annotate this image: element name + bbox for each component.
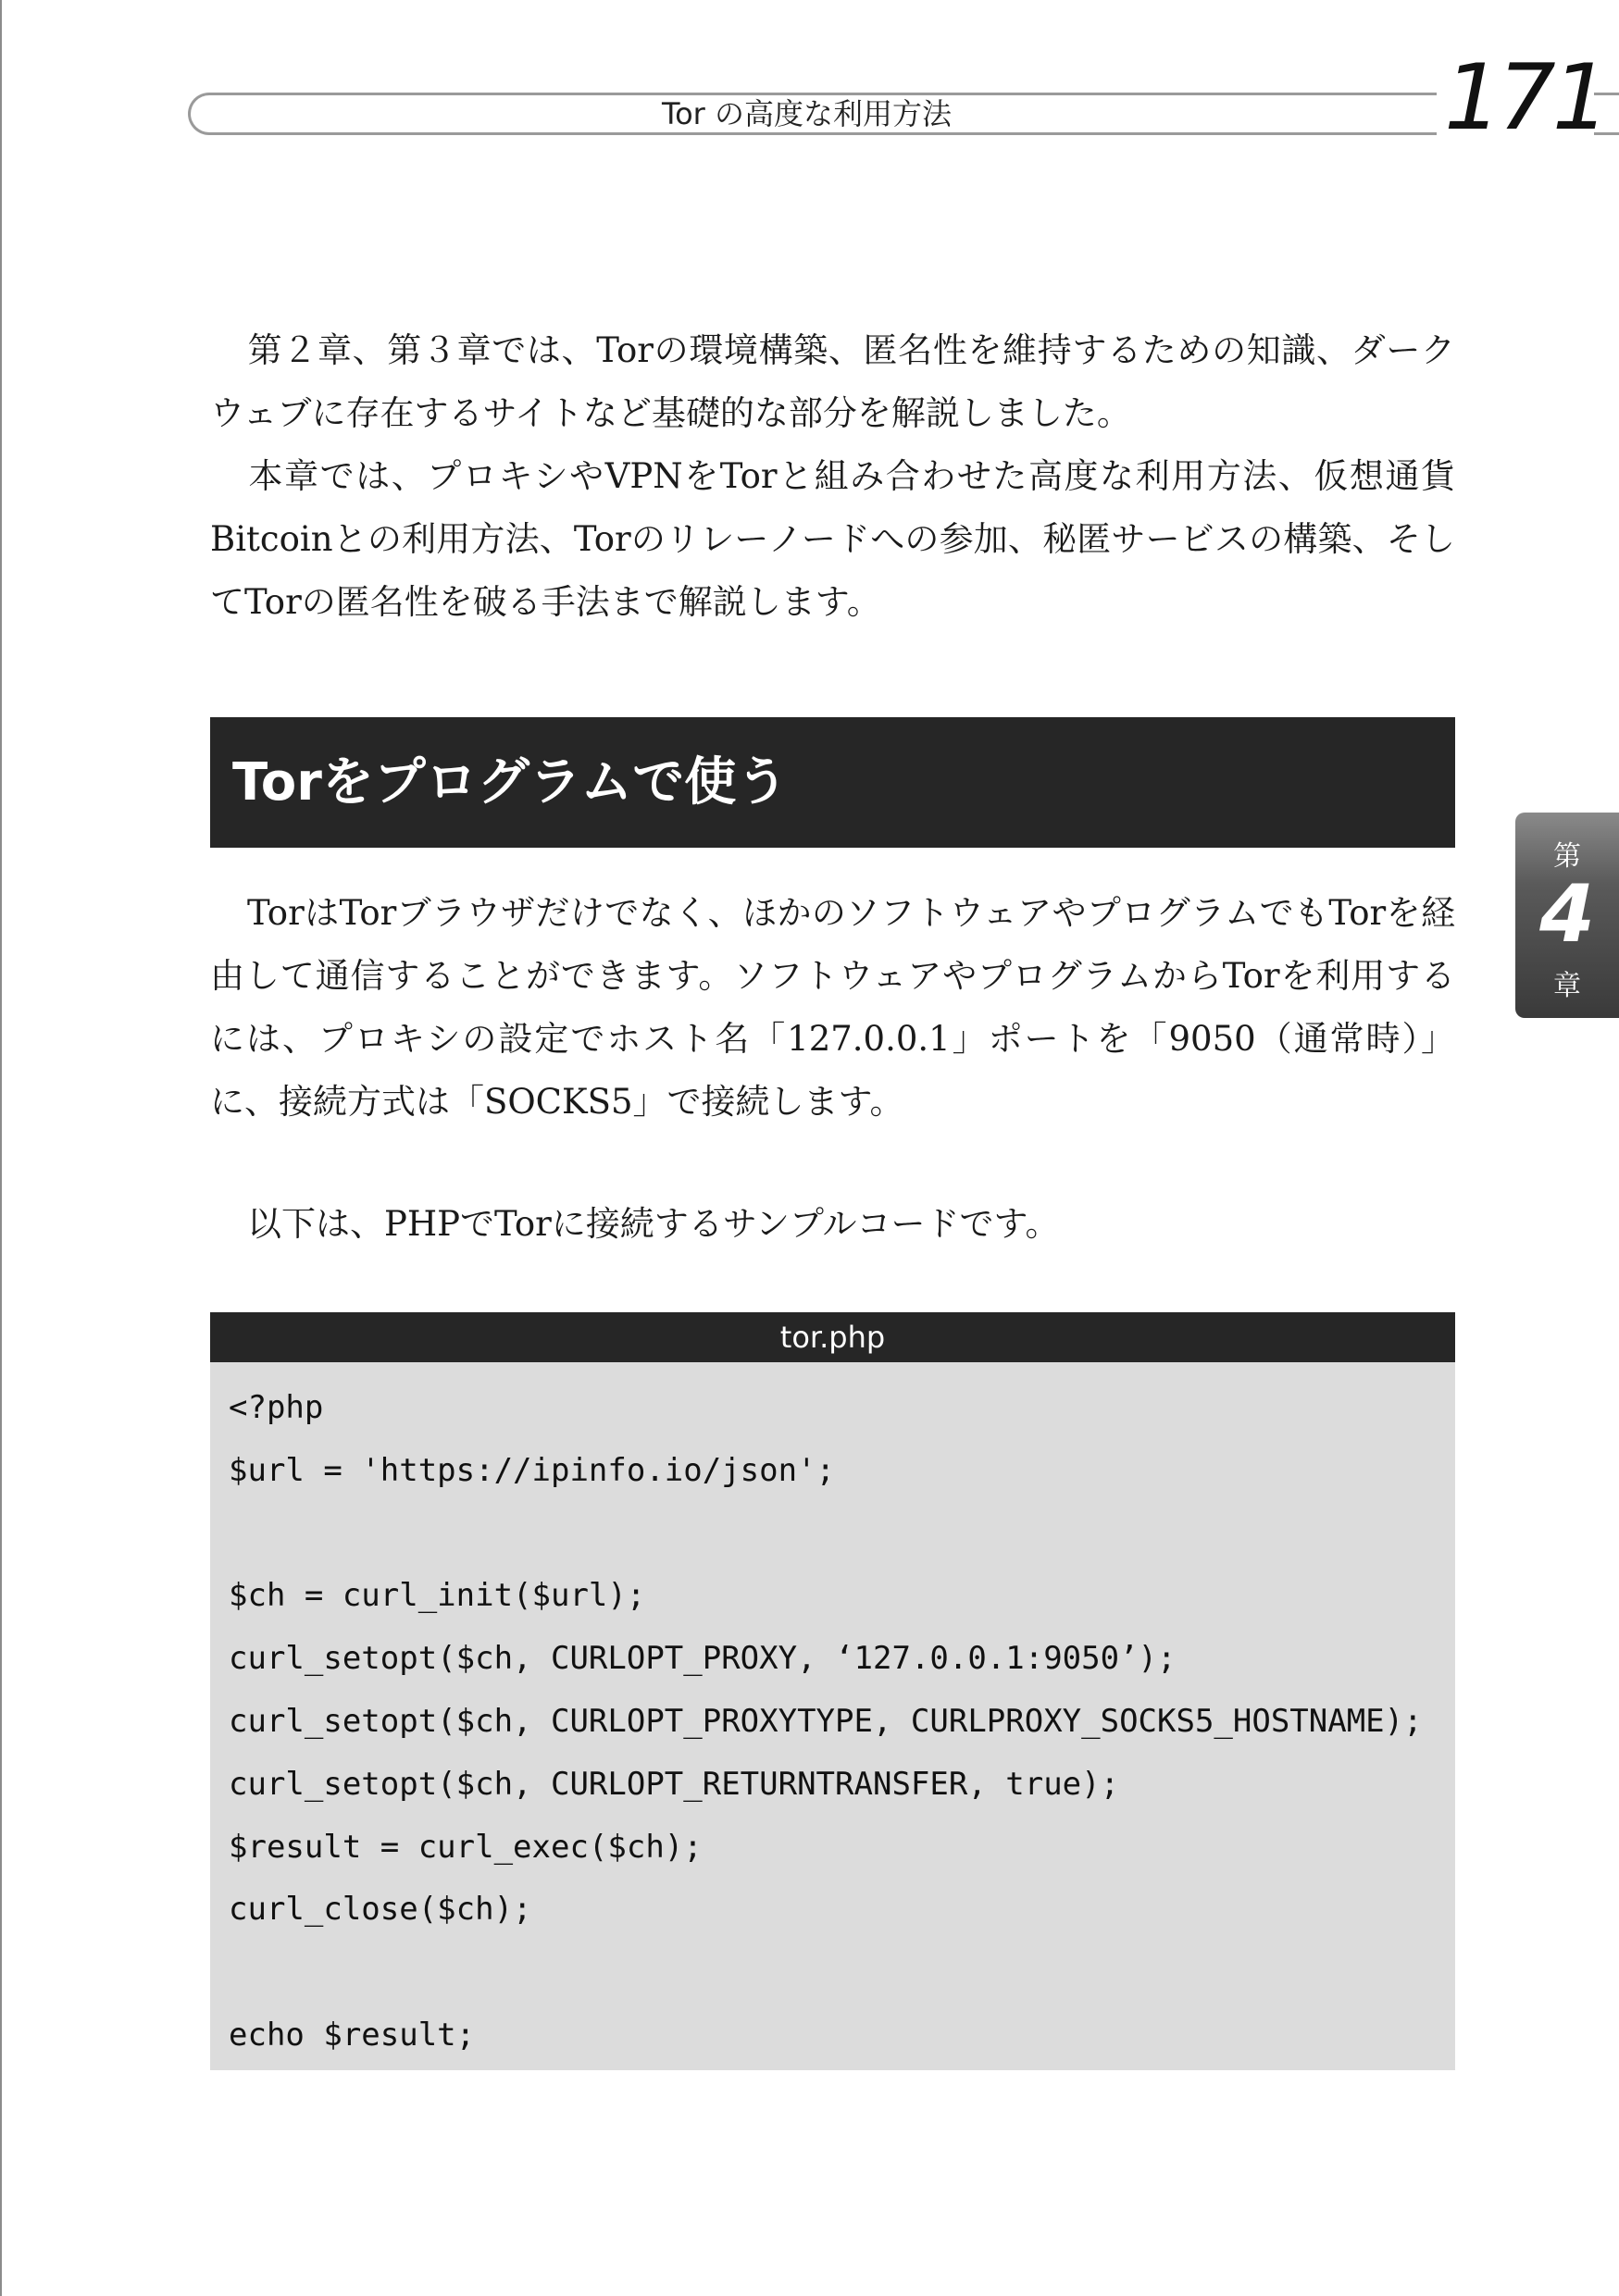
section-heading-bar bbox=[210, 717, 1455, 848]
chapter-tab-suffix: 章 bbox=[1553, 970, 1581, 1002]
code-line: curl_close($ch); bbox=[229, 1891, 532, 1929]
chapter-tab bbox=[1515, 813, 1619, 1018]
section-paragraph-2-text: 以下は、PHPでTorに接続するサンプルコードです。 bbox=[247, 1204, 1060, 1244]
section-paragraph-1-text: TorはTorブラウザだけでなく、ほかのソフトウェアやプログラムでもTorを経由して通信することができます。ソフトウェアやプログラムからTorを利用するには、プロキシの設定でホスト名「127.0.0.1」ポートを「9050（通常時）」に、接続方式は「SOCKS5」で接続します。 bbox=[210, 893, 1455, 1122]
code-line bbox=[229, 1503, 1455, 1566]
page-number: 171 bbox=[1437, 52, 1594, 144]
code-line: echo $result; bbox=[229, 2016, 476, 2054]
code-line: curl_setopt($ch, CURLOPT_PROXY, ‘127.0.0.1:9050’); bbox=[229, 1640, 1177, 1678]
running-header-title: Tor の高度な利用方法 bbox=[661, 96, 953, 131]
intro-paragraph-2-text: 本章では、プロキシやVPNをTorと組み合わせた高度な利用方法、仮想通貨Bitcoinとの利用方法、Torのリレーノードへの参加、秘匿サービスの構築、そしてTorの匿名性を破る手法まで解説します。 bbox=[210, 456, 1455, 622]
code-filename: tor.php bbox=[210, 1312, 1455, 1362]
code-line: $result = curl_exec($ch); bbox=[229, 1828, 703, 1866]
chapter-tab-number: 4 bbox=[1539, 868, 1595, 961]
code-line: <?php bbox=[229, 1389, 324, 1426]
code-line: curl_setopt($ch, CURLOPT_RETURNTRANSFER, true); bbox=[229, 1765, 1120, 1803]
code-line: $ch = curl_init($url); bbox=[229, 1577, 646, 1615]
section-paragraph-2 bbox=[210, 1193, 1455, 1256]
intro-paragraph-2 bbox=[210, 445, 1455, 634]
section-paragraph-1 bbox=[210, 882, 1455, 1134]
section-heading: Torをプログラムで使う bbox=[232, 752, 789, 813]
code-line bbox=[229, 1942, 1455, 2004]
intro-paragraph-1 bbox=[210, 319, 1455, 445]
page-edge-rule bbox=[0, 0, 2, 2296]
chapter-tab-prefix: 第 bbox=[1553, 840, 1581, 873]
code-line: curl_setopt($ch, CURLOPT_PROXYTYPE, CURLPROXY_SOCKS5_HOSTNAME); bbox=[229, 1702, 1423, 1740]
code-block bbox=[210, 1362, 1455, 2070]
code-line: $url = 'https://ipinfo.io/json'; bbox=[229, 1451, 836, 1489]
intro-paragraph-1-text: 第２章、第３章では、Torの環境構築、匿名性を維持するための知識、ダークウェブに存在するサイトなど基礎的な部分を解説しました。 bbox=[210, 330, 1455, 433]
